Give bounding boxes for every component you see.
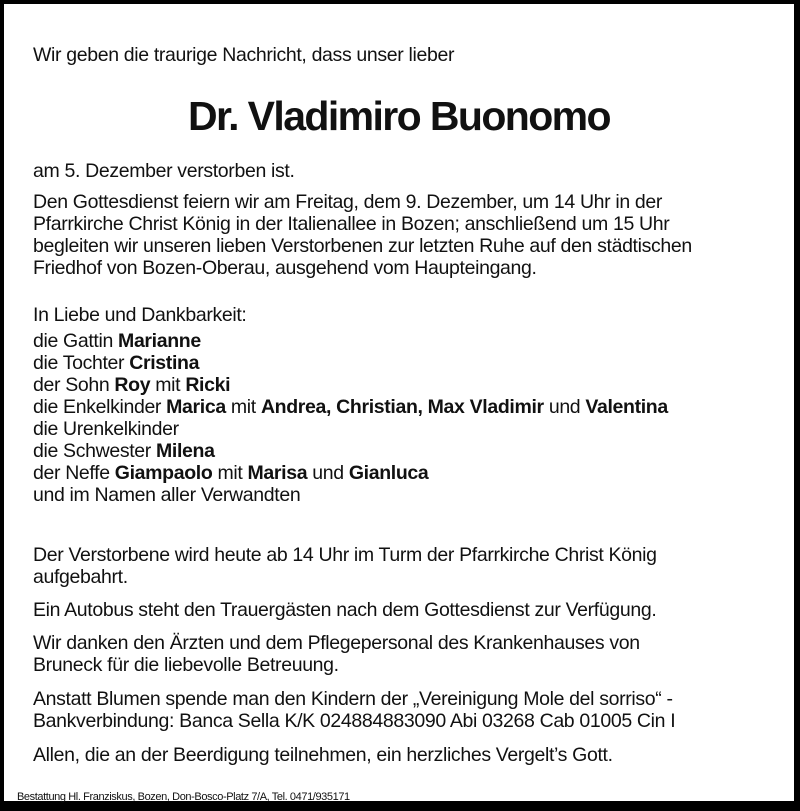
death-date-text: am 5. Dezember verstorben ist. [33,160,295,182]
intro-text: Wir geben die traurige Nachricht, dass unser lieber [33,44,455,66]
funeral-line: Pfarrkirche Christ König in der Italienallee in Bozen; anschließend um 15 Uhr [33,213,670,235]
relation: der Sohn [33,374,115,396]
mourner-name: Giampaolo [114,462,213,484]
mourner-name: Marianne [118,330,201,352]
connector: mit [212,462,248,484]
mourner-name: Marisa [247,462,308,484]
laid-out-line: aufgebahrt. [33,566,128,588]
mourner-line [33,484,300,506]
mourner-line [33,374,230,396]
mourner-name: Valentina [585,396,668,418]
mourner-name: Milena [156,440,215,462]
mourner-name: Ricki [185,374,231,396]
relation: die Enkelkinder [33,396,167,418]
donation-line: Bankverbindung: Banca Sella K/K 024884883090 Abi 03268 Cab 01005 Cin I [33,710,676,732]
mourners-heading: In Liebe und Dankbarkeit: [33,304,247,326]
funeral-line: begleiten wir unseren lieben Verstorbenen zur letzten Ruhe auf den städtischen [33,235,692,257]
closing-text: Allen, die an der Beerdigung teilnehmen, ein herzliches Vergelt’s Gott. [33,744,613,766]
mourner-name: Marica [166,396,226,418]
mourner-line [33,462,428,484]
mourner-line [33,440,215,462]
funeral-line: Friedhof von Bozen-Oberau, ausgehend vom Haupteingang. [33,257,537,279]
mourner-name: Roy [114,374,151,396]
bus-text: Ein Autobus steht den Trauergästen nach dem Gottesdienst zur Verfügung. [33,599,657,621]
funeral-home-footer: Bestattung Hl. Franziskus, Bozen, Don-Bosco-Platz 7/A, Tel. 0471/935171 [17,791,350,803]
funeral-line: Den Gottesdienst feiern wir am Freitag, dem 9. Dezember, um 14 Uhr in der [33,191,663,213]
connector: und [307,462,349,484]
relation: und im Namen aller Verwandten [33,484,301,506]
laid-out-line: Der Verstorbene wird heute ab 14 Uhr im Turm der Pfarrkirche Christ König [33,544,657,566]
relation: die Schwester [33,440,156,462]
relation: die Tochter [33,352,130,374]
connector: und [543,396,586,418]
mourner-line [33,330,201,352]
obituary-notice [4,4,794,801]
thanks-line: Wir danken den Ärzten und dem Pflegepersonal des Krankenhauses von [33,632,640,654]
relation: der Neffe [33,462,115,484]
mourner-name: Cristina [129,352,200,374]
relation: die Gattin [33,330,119,352]
donation-line: Anstatt Blumen spende man den Kindern der „Vereinigung Mole del sorriso“ - [33,688,673,710]
mourner-name: Andrea, Christian, Max Vladimir [260,396,544,418]
mourner-name: Gianluca [348,462,429,484]
mourner-line [33,396,668,418]
relation: die Urenkelkinder [33,418,179,440]
deceased-name: Dr. Vladimiro Buonomo [188,93,610,139]
thanks-line: Bruneck für die liebevolle Betreuung. [33,654,339,676]
connector: mit [150,374,186,396]
mourner-line [33,352,199,374]
mourner-line [33,418,179,440]
connector: mit [225,396,261,418]
